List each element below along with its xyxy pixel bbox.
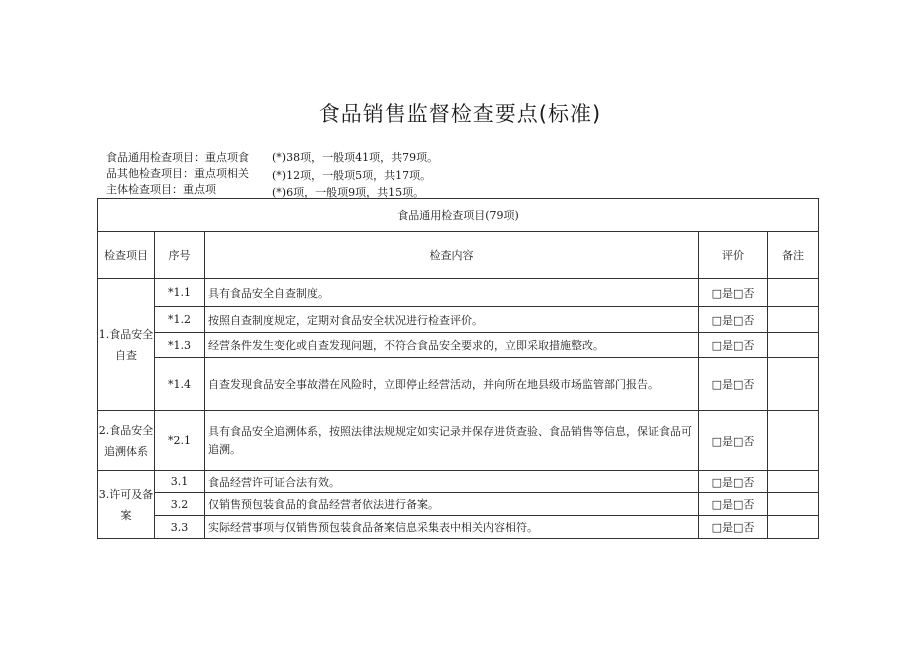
table-row bbox=[98, 307, 819, 333]
header-number: 序号 bbox=[155, 232, 205, 279]
item-number: *1.4 bbox=[155, 358, 205, 411]
item-number: *1.3 bbox=[155, 333, 205, 358]
header-evaluation: 评价 bbox=[699, 232, 768, 279]
item-content: 食品经营许可证合法有效。 bbox=[205, 471, 699, 493]
note-cell[interactable] bbox=[768, 279, 819, 307]
item-content: 仅销售预包装食品的食品经营者依法进行备案。 bbox=[205, 493, 699, 516]
summary-detail-other: (*)12项，一般项5项，共17项。 bbox=[272, 169, 432, 182]
note-cell[interactable] bbox=[768, 333, 819, 358]
section-name: 2.食品安全追溯体系 bbox=[98, 411, 155, 471]
table-row bbox=[98, 333, 819, 358]
summary-label-subject: 主体检查项目：重点项 bbox=[106, 183, 216, 196]
note-cell[interactable] bbox=[768, 471, 819, 493]
evaluation-checkbox[interactable]: □是□否 bbox=[699, 279, 768, 307]
note-cell[interactable] bbox=[768, 516, 819, 539]
item-number: *2.1 bbox=[155, 411, 205, 471]
header-content: 检查内容 bbox=[205, 232, 699, 279]
item-content: 具有食品安全追溯体系，按照法律法规规定如实记录并保存进货查验、食品销售等信息，保证食品可追溯。 bbox=[205, 411, 699, 471]
table-row bbox=[98, 279, 819, 307]
item-content: 经营条件发生变化或自查发现问题，不符合食品安全要求的，立即采取措施整改。 bbox=[205, 333, 699, 358]
inspection-table bbox=[97, 198, 819, 539]
item-content: 自查发现食品安全事故潜在风险时，立即停止经营活动，并向所在地县级市场监管部门报告。 bbox=[205, 358, 699, 411]
item-content: 实际经营事项与仅销售预包装食品备案信息采集表中相关内容相符。 bbox=[205, 516, 699, 539]
evaluation-checkbox[interactable]: □是□否 bbox=[699, 333, 768, 358]
summary-label-other: 品其他检查项目：重点项相关 bbox=[106, 167, 249, 180]
summary-label-general: 食品通用检查项目：重点项食 bbox=[106, 151, 249, 164]
evaluation-checkbox[interactable]: □是□否 bbox=[699, 411, 768, 471]
header-category: 检查项目 bbox=[98, 232, 155, 279]
item-number: 3.3 bbox=[155, 516, 205, 539]
section-name: 1.食品安全自查 bbox=[98, 279, 155, 411]
table-row bbox=[98, 411, 819, 471]
note-cell[interactable] bbox=[768, 493, 819, 516]
note-cell[interactable] bbox=[768, 307, 819, 333]
table-row bbox=[98, 471, 819, 493]
item-number: 3.1 bbox=[155, 471, 205, 493]
item-number: *1.2 bbox=[155, 307, 205, 333]
evaluation-checkbox[interactable]: □是□否 bbox=[699, 471, 768, 493]
summary-detail-subject: (*)6项，一般项9项，共15项。 bbox=[272, 186, 425, 199]
table-row bbox=[98, 516, 819, 539]
table-caption: 食品通用检查项目(79项) bbox=[98, 199, 819, 232]
evaluation-checkbox[interactable]: □是□否 bbox=[699, 493, 768, 516]
summary-detail-general: (*)38项，一般项41项，共79项。 bbox=[272, 151, 439, 164]
note-cell[interactable] bbox=[768, 358, 819, 411]
evaluation-checkbox[interactable]: □是□否 bbox=[699, 516, 768, 539]
evaluation-checkbox[interactable]: □是□否 bbox=[699, 307, 768, 333]
table-row bbox=[98, 358, 819, 411]
evaluation-checkbox[interactable]: □是□否 bbox=[699, 358, 768, 411]
table-row bbox=[98, 493, 819, 516]
item-content: 具有食品安全自查制度。 bbox=[205, 279, 699, 307]
item-number: 3.2 bbox=[155, 493, 205, 516]
item-content: 按照自查制度规定，定期对食品安全状况进行检查评价。 bbox=[205, 307, 699, 333]
section-name: 3.许可及备案 bbox=[98, 471, 155, 539]
item-number: *1.1 bbox=[155, 279, 205, 307]
header-note: 备注 bbox=[768, 232, 819, 279]
page-title: 食品销售监督检查要点(标准) bbox=[318, 102, 602, 126]
note-cell[interactable] bbox=[768, 411, 819, 471]
